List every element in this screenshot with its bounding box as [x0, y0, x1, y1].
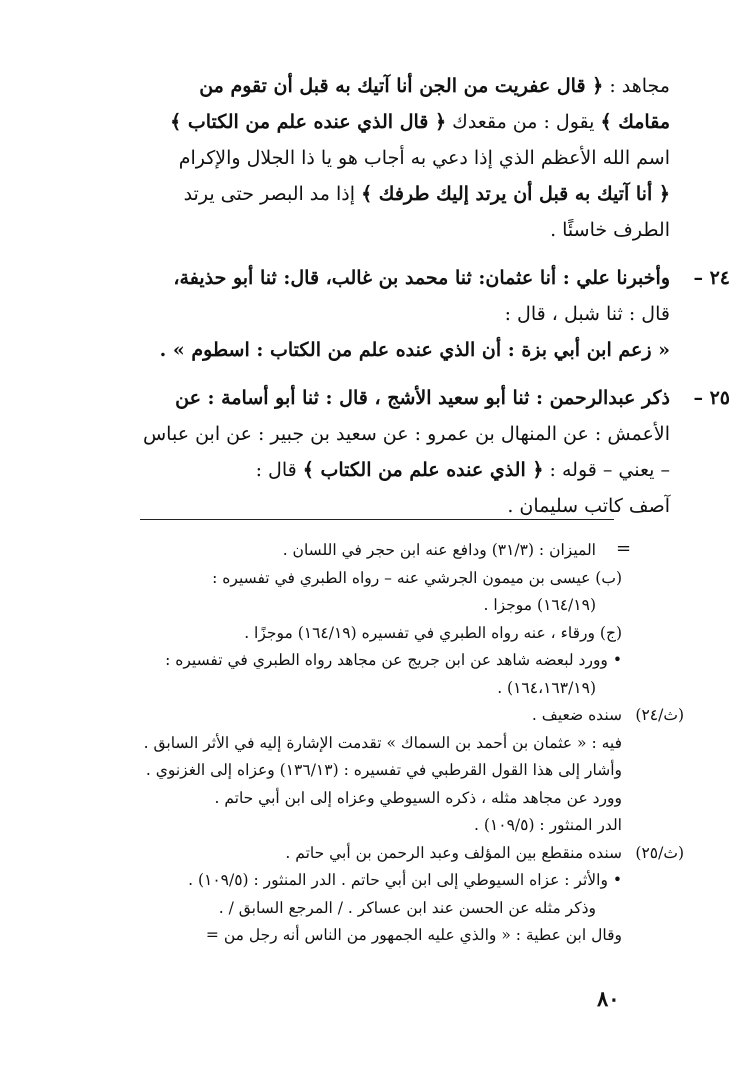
footnote-line [78, 812, 622, 840]
entry-24 [78, 260, 730, 368]
footnote-line [78, 895, 622, 923]
footnote-line [78, 922, 622, 950]
footnote-line [78, 537, 622, 565]
footnote-line [78, 592, 622, 620]
footnote-line [78, 730, 622, 758]
entry-24-line [78, 296, 670, 332]
footnote-text: سنده ضعيف . [531, 706, 622, 724]
quoted-text: ﴿ قال عفريت من الجن أنا آتيك به قبل أن تقوم من [199, 75, 604, 97]
main-line [78, 68, 670, 104]
body-text: آصف كاتب سليمان . [507, 495, 670, 517]
footnote-line [78, 867, 622, 895]
entry-25-line [78, 416, 670, 452]
entry-25 [78, 380, 730, 524]
body-text: مجاهد : [603, 75, 670, 97]
entry-25-line [78, 452, 670, 488]
quoted-text: « زعم ابن أبي بزة : أن الذي عنده علم من الكتاب : اسطوم » . [159, 339, 670, 361]
footnote-text: فيه : « عثمان بن أحمد بن السماك » تقدمت الإشارة إليه في الأثر السابق . [143, 733, 622, 752]
main-line [78, 176, 670, 212]
footnote-text: الميزان : (٣١/٣) ودافع عنه ابن حجر في اللسان . [282, 541, 596, 559]
footnote-label: (ث/٢٤) [635, 706, 684, 724]
footnote-line [78, 757, 622, 785]
main-line [78, 140, 670, 176]
footnote-text: سنده منقطع بين المؤلف وعبد الرحمن بن أبي حاتم . [285, 843, 622, 862]
entry-number: ٢٤ – [693, 267, 730, 289]
footnote-text: (١٦٤،١٦٣/١٩) . [497, 678, 596, 697]
footnote-text: وقال ابن عطية : « والذي عليه الجمهور من الناس أنه رجل من = [205, 926, 622, 944]
opening-paragraph [78, 68, 670, 248]
footnotes [78, 537, 684, 950]
footnote-line [78, 702, 684, 730]
footnote-line [78, 675, 622, 703]
body-text: الأعمش : عن المنهال بن عمرو : عن سعيد بن جبير : عن ابن عباس [142, 423, 670, 445]
body-text: قال : [255, 459, 303, 481]
quoted-text: ﴿ أنا آتيك به قبل أن يرتد إليك طرفك ﴾ [361, 183, 670, 205]
footnote-label: (ث/٢٥) [635, 843, 684, 862]
footnote-text: الدر المنثور : (١٠٩/٥) . [474, 816, 622, 834]
footnote-text: (ج) ورقاء ، عنه رواه الطبري في تفسيره (١٦٤/١٩) موجزًا . [244, 623, 622, 642]
body-text: قال : ثنا شبل ، قال : [504, 303, 670, 325]
quoted-text: مقامك ﴾ [600, 111, 670, 133]
footnote-line [78, 785, 622, 813]
entry-24-line [78, 332, 670, 368]
body-text: – يعني – قوله : [543, 459, 670, 481]
footnote-text: وورد عن مجاهد مثله ، ذكره السيوطي وعزاه إلى ابن أبي حاتم . [214, 788, 622, 807]
footnote-text: (١٦٤/١٩) موجزا . [483, 596, 596, 614]
body-text: يقول : من مقعدك [446, 111, 601, 133]
entry-25-line [78, 380, 670, 416]
footnote-text: وذكر مثله عن الحسن عند ابن عساكر . / المرجع السابق / . [218, 898, 596, 917]
footnote-text: • والأثر : عزاه السيوطي إلى ابن أبي حاتم . الدر المنثور : (١٠٩/٥) . [188, 871, 622, 889]
main-line [78, 104, 670, 140]
body-text: اسم الله الأعظم الذي إذا دعي به أجاب هو يا ذا الجلال والإكرام [178, 147, 670, 169]
entry-24-line [78, 260, 670, 296]
main-text [78, 68, 730, 524]
footnote-line [78, 647, 622, 675]
footnote-text: (ب) عيسى بن ميمون الجرشي عنه – رواه الطبري في تفسيره : [212, 568, 622, 587]
quoted-text: ﴿ قال الذي عنده علم من الكتاب ﴾ [170, 111, 447, 133]
body-text: إذا مد البصر حتى يرتد [183, 183, 362, 205]
page-number: ٨٠ [597, 986, 620, 1011]
footnote-text: وأشار إلى هذا القول القرطبي في تفسيره : (١٣٦/١٣) وعزاه إلى الغزنوي . [145, 761, 622, 779]
footnote-line [78, 620, 622, 648]
footnote-line [78, 840, 684, 868]
quoted-text: ذكر عبدالرحمن : ثنا أبو سعيد الأشج ، قال : ثنا أبو أسامة : عن [175, 387, 670, 409]
continuation-mark: = [616, 538, 632, 559]
entry-number: ٢٥ – [693, 387, 730, 409]
quoted-text: ﴿ الذي عنده علم من الكتاب ﴾ [302, 459, 544, 481]
main-line [78, 212, 670, 248]
footnote-line [78, 565, 622, 593]
footnote-text: • وورد لبعضه شاهد عن ابن جريج عن مجاهد رواه الطبري في تفسيره : [165, 651, 622, 669]
quoted-text: وأخبرنا علي : أنا عثمان: ثنا محمد بن غالب، قال: ثنا أبو حذيفة، [173, 267, 670, 289]
body-text: الطرف خاسئًا . [550, 219, 670, 241]
footnote-separator [140, 519, 614, 520]
